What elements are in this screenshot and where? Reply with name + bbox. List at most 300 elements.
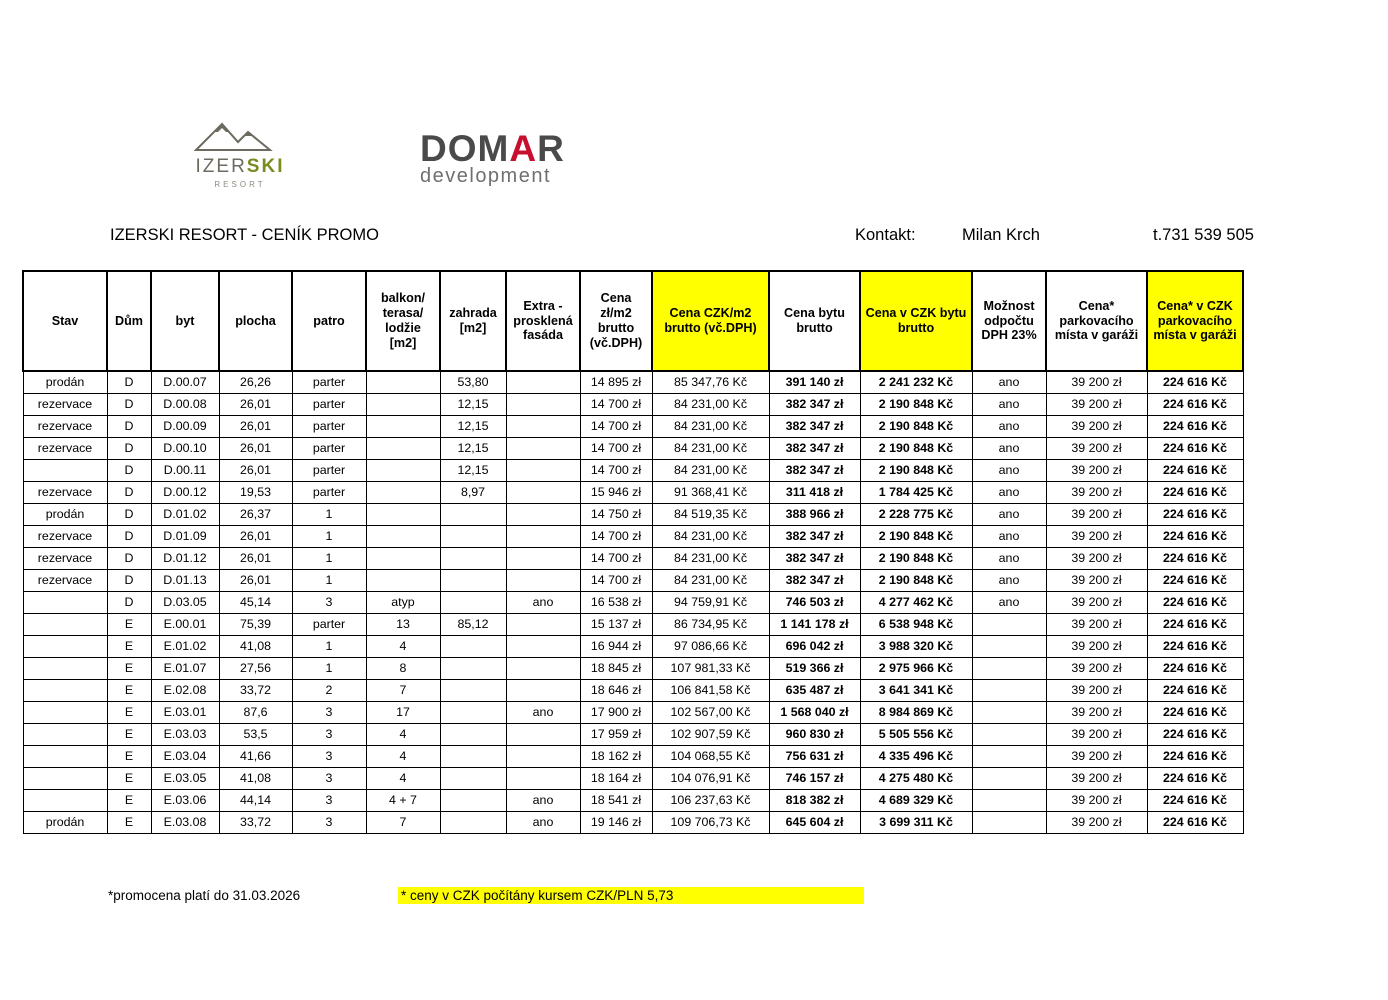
cell-parking-czk: 224 616 Kč	[1147, 481, 1243, 503]
cell-plocha: 26,01	[219, 437, 292, 459]
table-row	[23, 547, 1243, 569]
table-row	[23, 635, 1243, 657]
cell-stav: rezervace	[23, 525, 107, 547]
col-header-parking: Cena* parkovacího místa v garáži	[1046, 271, 1147, 371]
cell-cena-czk-m2: 104 076,91 Kč	[652, 767, 769, 789]
cell-cena-czk-m2: 84 231,00 Kč	[652, 547, 769, 569]
cell-parking-czk: 224 616 Kč	[1147, 701, 1243, 723]
cell-cena-czk-m2: 102 907,59 Kč	[652, 723, 769, 745]
cell-balkon: 17	[366, 701, 440, 723]
cell-stav	[23, 723, 107, 745]
cell-cena-bytu: 756 631 zł	[769, 745, 860, 767]
cell-parking-czk: 224 616 Kč	[1147, 745, 1243, 767]
cell-plocha: 26,26	[219, 371, 292, 393]
cell-cena-bytu: 382 347 zł	[769, 459, 860, 481]
cell-balkon: 4	[366, 767, 440, 789]
cell-cena-bytu: 818 382 zł	[769, 789, 860, 811]
cell-cena-czk-bytu: 2 975 966 Kč	[860, 657, 972, 679]
cell-patro: parter	[292, 415, 366, 437]
cell-patro: 1	[292, 525, 366, 547]
cell-parking-czk: 224 616 Kč	[1147, 415, 1243, 437]
cell-plocha: 26,01	[219, 525, 292, 547]
izerski-logo	[170, 118, 310, 189]
cell-balkon: 7	[366, 811, 440, 833]
cell-cena-zl-m2: 14 700 zł	[580, 415, 652, 437]
table-row	[23, 701, 1243, 723]
table-row	[23, 723, 1243, 745]
cell-zahrada: 53,80	[440, 371, 506, 393]
cell-dph: ano	[972, 481, 1046, 503]
cell-extra	[506, 613, 580, 635]
cell-stav: prodán	[23, 811, 107, 833]
cell-cena-bytu: 635 487 zł	[769, 679, 860, 701]
table-row	[23, 657, 1243, 679]
cell-patro: 3	[292, 789, 366, 811]
cell-dum: E	[107, 789, 151, 811]
cell-parking-czk: 224 616 Kč	[1147, 613, 1243, 635]
cell-zahrada	[440, 591, 506, 613]
cell-stav	[23, 679, 107, 701]
cell-cena-bytu: 696 042 zł	[769, 635, 860, 657]
cell-byt: D.01.09	[151, 525, 219, 547]
cell-stav: rezervace	[23, 547, 107, 569]
cell-cena-czk-m2: 84 231,00 Kč	[652, 437, 769, 459]
cell-zahrada	[440, 745, 506, 767]
cell-stav	[23, 613, 107, 635]
cell-balkon	[366, 393, 440, 415]
cell-balkon: 4	[366, 723, 440, 745]
cell-cena-czk-bytu: 2 190 848 Kč	[860, 569, 972, 591]
table-row	[23, 613, 1243, 635]
cell-balkon: 4	[366, 745, 440, 767]
table-body	[23, 371, 1243, 833]
domar-word-part1: DOM	[420, 128, 510, 169]
cell-zahrada: 12,15	[440, 415, 506, 437]
cell-patro: 1	[292, 569, 366, 591]
cell-parking-czk: 224 616 Kč	[1147, 569, 1243, 591]
cell-extra	[506, 525, 580, 547]
cell-cena-czk-m2: 84 231,00 Kč	[652, 459, 769, 481]
cell-dum: D	[107, 371, 151, 393]
domar-word-part2: A	[509, 128, 538, 169]
cell-parking-czk: 224 616 Kč	[1147, 657, 1243, 679]
cell-byt: E.01.07	[151, 657, 219, 679]
cell-byt: D.00.09	[151, 415, 219, 437]
cell-byt: E.03.06	[151, 789, 219, 811]
cell-parking: 39 200 zł	[1046, 569, 1147, 591]
domar-subtitle: development	[420, 165, 552, 187]
cell-cena-zl-m2: 14 700 zł	[580, 525, 652, 547]
table-header	[23, 271, 1243, 371]
cell-extra: ano	[506, 789, 580, 811]
cell-zahrada	[440, 789, 506, 811]
cell-parking-czk: 224 616 Kč	[1147, 525, 1243, 547]
cell-dum: D	[107, 481, 151, 503]
cell-balkon	[366, 569, 440, 591]
cell-byt: D.00.10	[151, 437, 219, 459]
cell-balkon: 8	[366, 657, 440, 679]
cell-cena-czk-m2: 109 706,73 Kč	[652, 811, 769, 833]
cell-cena-zl-m2: 18 541 zł	[580, 789, 652, 811]
cell-plocha: 87,6	[219, 701, 292, 723]
cell-cena-bytu: 645 604 zł	[769, 811, 860, 833]
cell-patro: 2	[292, 679, 366, 701]
cell-plocha: 33,72	[219, 811, 292, 833]
cell-extra	[506, 723, 580, 745]
cell-balkon	[366, 459, 440, 481]
cell-cena-bytu: 746 503 zł	[769, 591, 860, 613]
cell-cena-czk-bytu: 2 190 848 Kč	[860, 459, 972, 481]
cell-extra	[506, 679, 580, 701]
cell-stav: prodán	[23, 371, 107, 393]
cell-cena-zl-m2: 18 646 zł	[580, 679, 652, 701]
col-header-stav: Stav	[23, 271, 107, 371]
cell-balkon: 7	[366, 679, 440, 701]
cell-parking-czk: 224 616 Kč	[1147, 459, 1243, 481]
col-header-cena-czk-bytu: Cena v CZK bytu brutto	[860, 271, 972, 371]
cell-balkon: 13	[366, 613, 440, 635]
cell-dph	[972, 723, 1046, 745]
cell-cena-bytu: 1 568 040 zł	[769, 701, 860, 723]
cell-cena-zl-m2: 14 895 zł	[580, 371, 652, 393]
cell-cena-czk-bytu: 2 190 848 Kč	[860, 437, 972, 459]
izerski-wordmark	[170, 156, 310, 178]
cell-zahrada	[440, 657, 506, 679]
cell-dum: E	[107, 701, 151, 723]
cell-cena-bytu: 1 141 178 zł	[769, 613, 860, 635]
cell-dph	[972, 679, 1046, 701]
cell-dum: D	[107, 437, 151, 459]
cell-cena-czk-bytu: 1 784 425 Kč	[860, 481, 972, 503]
cell-parking-czk: 224 616 Kč	[1147, 635, 1243, 657]
table-row	[23, 745, 1243, 767]
footnote-exchange-rate: * ceny v CZK počítány kursem CZK/PLN 5,73	[398, 887, 864, 904]
cell-cena-bytu: 746 157 zł	[769, 767, 860, 789]
cell-parking: 39 200 zł	[1046, 811, 1147, 833]
cell-stav	[23, 657, 107, 679]
cell-dum: D	[107, 525, 151, 547]
contact-label: Kontakt:	[855, 226, 916, 244]
cell-cena-bytu: 519 366 zł	[769, 657, 860, 679]
cell-zahrada	[440, 547, 506, 569]
cell-byt: E.03.08	[151, 811, 219, 833]
cell-dph	[972, 635, 1046, 657]
cell-dum: E	[107, 745, 151, 767]
table-row	[23, 767, 1243, 789]
cell-zahrada	[440, 635, 506, 657]
cell-stav: rezervace	[23, 437, 107, 459]
cell-parking: 39 200 zł	[1046, 635, 1147, 657]
cell-extra	[506, 745, 580, 767]
cell-byt: D.00.12	[151, 481, 219, 503]
cell-cena-bytu: 382 347 zł	[769, 569, 860, 591]
cell-cena-czk-m2: 84 231,00 Kč	[652, 415, 769, 437]
cell-cena-bytu: 311 418 zł	[769, 481, 860, 503]
cell-cena-bytu: 388 966 zł	[769, 503, 860, 525]
cell-plocha: 19,53	[219, 481, 292, 503]
cell-cena-czk-m2: 106 237,63 Kč	[652, 789, 769, 811]
cell-dum: E	[107, 635, 151, 657]
cell-byt: D.00.08	[151, 393, 219, 415]
cell-cena-zl-m2: 17 900 zł	[580, 701, 652, 723]
cell-parking-czk: 224 616 Kč	[1147, 767, 1243, 789]
cell-parking-czk: 224 616 Kč	[1147, 437, 1243, 459]
cell-parking: 39 200 zł	[1046, 679, 1147, 701]
cell-plocha: 53,5	[219, 723, 292, 745]
cell-patro: 1	[292, 657, 366, 679]
cell-cena-zl-m2: 19 146 zł	[580, 811, 652, 833]
cell-cena-czk-m2: 85 347,76 Kč	[652, 371, 769, 393]
cell-plocha: 27,56	[219, 657, 292, 679]
cell-byt: E.03.03	[151, 723, 219, 745]
cell-stav: rezervace	[23, 569, 107, 591]
cell-dph: ano	[972, 547, 1046, 569]
cell-cena-bytu: 382 347 zł	[769, 525, 860, 547]
cell-plocha: 75,39	[219, 613, 292, 635]
cell-dph	[972, 701, 1046, 723]
cell-parking: 39 200 zł	[1046, 525, 1147, 547]
cell-parking: 39 200 zł	[1046, 591, 1147, 613]
table-row	[23, 371, 1243, 393]
cell-dph	[972, 657, 1046, 679]
cell-zahrada: 85,12	[440, 613, 506, 635]
cell-balkon	[366, 525, 440, 547]
cell-plocha: 41,08	[219, 767, 292, 789]
col-header-extra: Extra - prosklená fasáda	[506, 271, 580, 371]
table-row	[23, 811, 1243, 833]
cell-plocha: 26,01	[219, 415, 292, 437]
cell-dum: D	[107, 503, 151, 525]
table-row	[23, 789, 1243, 811]
cell-dph	[972, 767, 1046, 789]
header-row	[110, 226, 1310, 245]
cell-cena-zl-m2: 16 538 zł	[580, 591, 652, 613]
cell-cena-czk-bytu: 4 335 496 Kč	[860, 745, 972, 767]
cell-parking-czk: 224 616 Kč	[1147, 547, 1243, 569]
cell-zahrada	[440, 811, 506, 833]
cell-balkon	[366, 437, 440, 459]
page-title: IZERSKI RESORT - CENÍK PROMO	[110, 226, 379, 244]
cell-balkon	[366, 481, 440, 503]
cell-patro: 3	[292, 723, 366, 745]
col-header-cena-zl-m2: Cena zł/m2 brutto (vč.DPH)	[580, 271, 652, 371]
izerski-word-part1: IZER	[195, 156, 247, 177]
cell-cena-bytu: 391 140 zł	[769, 371, 860, 393]
cell-dum: D	[107, 459, 151, 481]
cell-balkon	[366, 415, 440, 437]
cell-cena-zl-m2: 14 700 zł	[580, 459, 652, 481]
cell-cena-czk-bytu: 4 275 480 Kč	[860, 767, 972, 789]
cell-byt: E.03.04	[151, 745, 219, 767]
cell-cena-bytu: 382 347 zł	[769, 547, 860, 569]
cell-cena-zl-m2: 17 959 zł	[580, 723, 652, 745]
domar-wordmark	[420, 130, 565, 167]
cell-zahrada	[440, 767, 506, 789]
cell-patro: parter	[292, 437, 366, 459]
cell-extra	[506, 657, 580, 679]
cell-cena-czk-bytu: 3 699 311 Kč	[860, 811, 972, 833]
cell-stav	[23, 767, 107, 789]
cell-dph	[972, 789, 1046, 811]
cell-cena-czk-bytu: 5 505 556 Kč	[860, 723, 972, 745]
cell-balkon	[366, 503, 440, 525]
cell-zahrada	[440, 701, 506, 723]
cell-dum: D	[107, 591, 151, 613]
col-header-dph: Možnost odpočtu DPH 23%	[972, 271, 1046, 371]
cell-cena-czk-m2: 91 368,41 Kč	[652, 481, 769, 503]
cell-extra	[506, 415, 580, 437]
cell-parking: 39 200 zł	[1046, 745, 1147, 767]
cell-parking-czk: 224 616 Kč	[1147, 371, 1243, 393]
col-header-plocha: plocha	[219, 271, 292, 371]
cell-dph	[972, 613, 1046, 635]
cell-parking: 39 200 zł	[1046, 701, 1147, 723]
cell-byt: E.00.01	[151, 613, 219, 635]
cell-extra	[506, 371, 580, 393]
cell-byt: D.01.12	[151, 547, 219, 569]
cell-cena-zl-m2: 16 944 zł	[580, 635, 652, 657]
cell-cena-czk-m2: 84 519,35 Kč	[652, 503, 769, 525]
cell-dum: E	[107, 723, 151, 745]
cell-zahrada: 12,15	[440, 459, 506, 481]
cell-dum: D	[107, 569, 151, 591]
cell-plocha: 26,01	[219, 569, 292, 591]
cell-cena-czk-m2: 97 086,66 Kč	[652, 635, 769, 657]
cell-cena-czk-bytu: 6 538 948 Kč	[860, 613, 972, 635]
cell-parking: 39 200 zł	[1046, 437, 1147, 459]
cell-dph	[972, 811, 1046, 833]
cell-byt: D.03.05	[151, 591, 219, 613]
cell-cena-zl-m2: 15 137 zł	[580, 613, 652, 635]
table-row	[23, 437, 1243, 459]
cell-extra: ano	[506, 811, 580, 833]
cell-cena-bytu: 382 347 zł	[769, 393, 860, 415]
cell-patro: 3	[292, 811, 366, 833]
cell-cena-czk-bytu: 4 689 329 Kč	[860, 789, 972, 811]
contact-name: Milan Krch	[962, 226, 1040, 244]
cell-extra: ano	[506, 591, 580, 613]
cell-patro: 1	[292, 503, 366, 525]
cell-dum: E	[107, 767, 151, 789]
contact-phone: t.731 539 505	[1153, 226, 1254, 244]
cell-zahrada	[440, 503, 506, 525]
cell-balkon	[366, 371, 440, 393]
cell-cena-bytu: 382 347 zł	[769, 415, 860, 437]
cell-stav	[23, 635, 107, 657]
cell-byt: D.00.11	[151, 459, 219, 481]
cell-parking-czk: 224 616 Kč	[1147, 811, 1243, 833]
cell-cena-czk-bytu: 2 190 848 Kč	[860, 547, 972, 569]
cell-cena-czk-m2: 104 068,55 Kč	[652, 745, 769, 767]
cell-parking: 39 200 zł	[1046, 657, 1147, 679]
cell-byt: E.03.01	[151, 701, 219, 723]
table-row	[23, 481, 1243, 503]
cell-patro: parter	[292, 393, 366, 415]
cell-patro: parter	[292, 613, 366, 635]
cell-cena-czk-m2: 86 734,95 Kč	[652, 613, 769, 635]
cell-cena-czk-bytu: 3 641 341 Kč	[860, 679, 972, 701]
cell-plocha: 44,14	[219, 789, 292, 811]
cell-dph: ano	[972, 569, 1046, 591]
table-header-row	[23, 271, 1243, 371]
cell-extra	[506, 393, 580, 415]
cell-byt: E.03.05	[151, 767, 219, 789]
cell-dph: ano	[972, 525, 1046, 547]
cell-cena-czk-bytu: 2 190 848 Kč	[860, 525, 972, 547]
cell-patro: parter	[292, 459, 366, 481]
table-row	[23, 569, 1243, 591]
cell-parking-czk: 224 616 Kč	[1147, 723, 1243, 745]
logo-bar	[170, 118, 565, 189]
cell-parking: 39 200 zł	[1046, 767, 1147, 789]
cell-zahrada	[440, 525, 506, 547]
col-header-balkon: balkon/ terasa/ lodžie [m2]	[366, 271, 440, 371]
cell-parking-czk: 224 616 Kč	[1147, 591, 1243, 613]
cell-extra	[506, 459, 580, 481]
cell-stav: rezervace	[23, 393, 107, 415]
cell-plocha: 26,01	[219, 459, 292, 481]
table-row	[23, 459, 1243, 481]
cell-parking-czk: 224 616 Kč	[1147, 393, 1243, 415]
cell-zahrada: 12,15	[440, 437, 506, 459]
domar-word-part3: R	[537, 128, 565, 169]
cell-stav	[23, 591, 107, 613]
cell-dph	[972, 745, 1046, 767]
cell-extra	[506, 437, 580, 459]
cell-stav	[23, 745, 107, 767]
table-row	[23, 679, 1243, 701]
cell-dph: ano	[972, 437, 1046, 459]
cell-extra	[506, 635, 580, 657]
cell-patro: 3	[292, 701, 366, 723]
table-row	[23, 525, 1243, 547]
cell-cena-czk-bytu: 2 241 232 Kč	[860, 371, 972, 393]
cell-balkon	[366, 547, 440, 569]
cell-cena-zl-m2: 14 700 zł	[580, 437, 652, 459]
cell-cena-zl-m2: 18 845 zł	[580, 657, 652, 679]
cell-dph: ano	[972, 415, 1046, 437]
cell-cena-zl-m2: 18 162 zł	[580, 745, 652, 767]
cell-byt: E.01.02	[151, 635, 219, 657]
cell-patro: parter	[292, 371, 366, 393]
col-header-zahrada: zahrada [m2]	[440, 271, 506, 371]
cell-dph: ano	[972, 371, 1046, 393]
col-header-cena-czk-m2: Cena CZK/m2 brutto (vč.DPH)	[652, 271, 769, 371]
cell-stav	[23, 459, 107, 481]
footnotes	[108, 888, 674, 903]
cell-parking: 39 200 zł	[1046, 547, 1147, 569]
cell-parking: 39 200 zł	[1046, 371, 1147, 393]
col-header-cena-bytu: Cena bytu brutto	[769, 271, 860, 371]
cell-patro: 3	[292, 591, 366, 613]
col-header-byt: byt	[151, 271, 219, 371]
cell-byt: D.01.13	[151, 569, 219, 591]
cell-extra	[506, 767, 580, 789]
cell-dum: D	[107, 393, 151, 415]
table-row	[23, 591, 1243, 613]
cell-cena-zl-m2: 15 946 zł	[580, 481, 652, 503]
cell-cena-czk-bytu: 2 190 848 Kč	[860, 415, 972, 437]
cell-cena-czk-m2: 107 981,33 Kč	[652, 657, 769, 679]
cell-dph: ano	[972, 459, 1046, 481]
domar-logo	[420, 118, 565, 188]
cell-zahrada	[440, 569, 506, 591]
cell-cena-bytu: 960 830 zł	[769, 723, 860, 745]
cell-plocha: 45,14	[219, 591, 292, 613]
cell-extra	[506, 569, 580, 591]
cell-zahrada	[440, 723, 506, 745]
cell-cena-czk-bytu: 3 988 320 Kč	[860, 635, 972, 657]
